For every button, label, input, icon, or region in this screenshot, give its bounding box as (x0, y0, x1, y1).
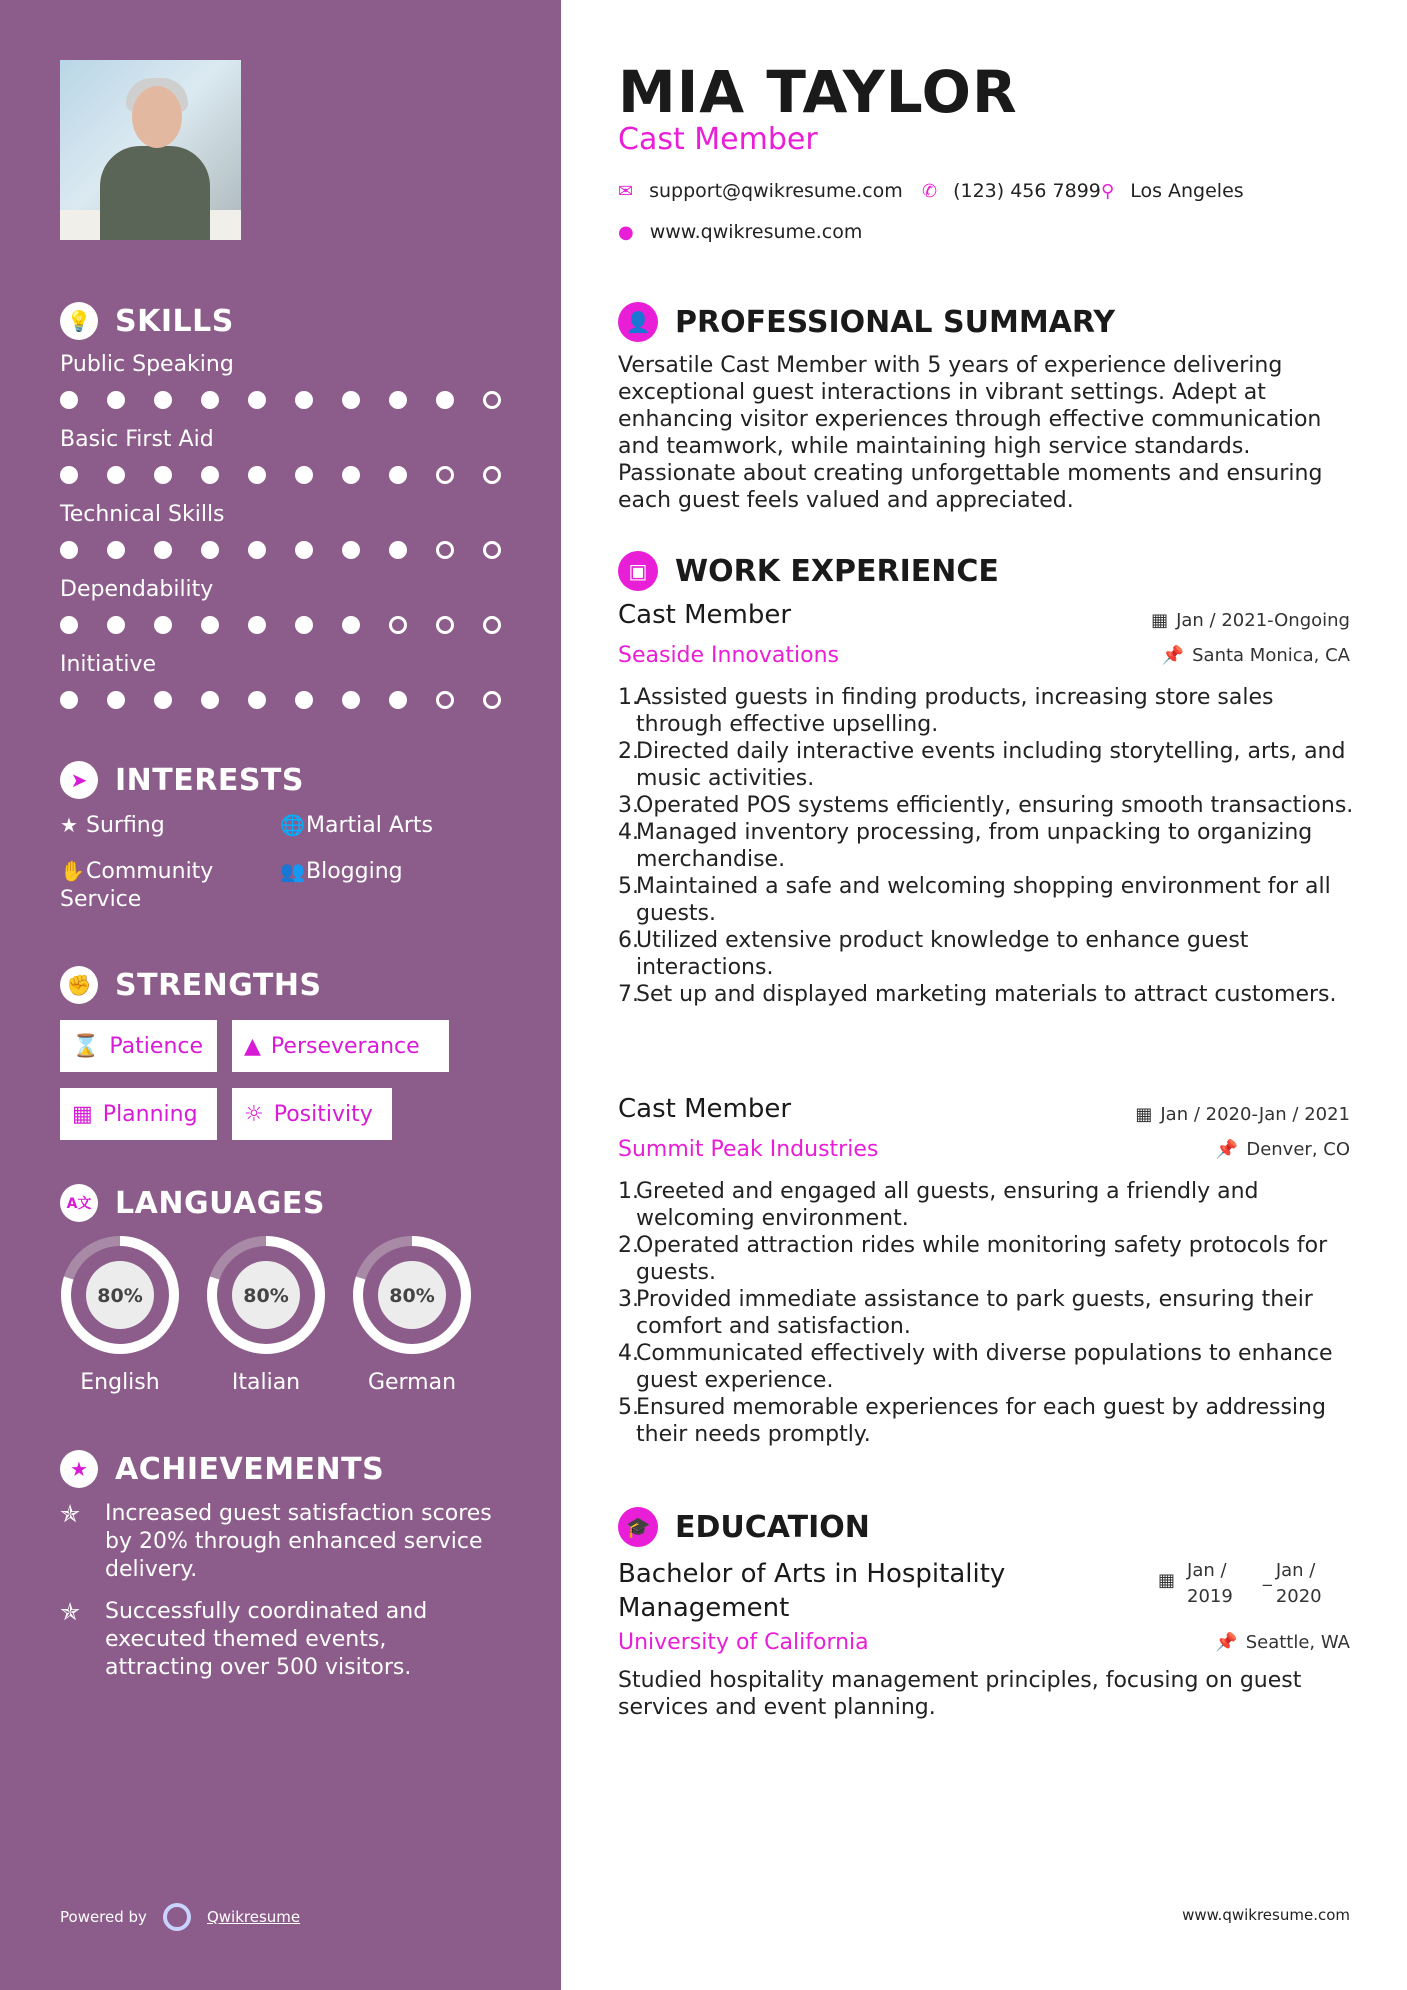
rating-dot-filled (107, 691, 125, 709)
list-item: 3. Operated POS systems efficiently, ensuring smooth transactions. (618, 793, 1354, 818)
powered-by: Powered by Qwikresume (60, 1903, 300, 1931)
lightbulb-icon: 💡 (60, 302, 98, 340)
graduation-cap-icon: 🎓 (618, 1507, 658, 1547)
rating-dot-filled (201, 616, 219, 634)
job-bullets (618, 684, 1358, 1008)
list-item: 4. Managed inventory processing, from unpacking to organizing merchandise. (618, 820, 1313, 872)
rating-dot-filled (248, 541, 266, 559)
strengths-title: STRENGTHS (115, 967, 322, 1003)
rating-dot-empty (483, 691, 501, 709)
qwikresume-logo-icon (163, 1903, 191, 1931)
rating-dot-filled (389, 466, 407, 484)
fist-icon: ✊ (60, 966, 98, 1004)
achievements-header (60, 1450, 384, 1488)
skills-header (60, 302, 234, 340)
shooting-star-icon: ✯ (60, 1598, 81, 1626)
job-dates: ▦ Jan / 2021-Ongoing (1151, 610, 1350, 631)
rating-dot-filled (342, 616, 360, 634)
rating-dot-filled (107, 391, 125, 409)
skill-name: Technical Skills (60, 502, 225, 527)
pushpin-icon: 📌 (1215, 1139, 1239, 1160)
envelope-icon: ✉ (618, 180, 634, 202)
list-item: 4. Communicated effectively with diverse populations to enhance guest experience. (618, 1341, 1333, 1393)
skill-name: Public Speaking (60, 352, 234, 377)
star-icon: ★ (60, 813, 78, 837)
job-title: Cast Member (618, 600, 792, 630)
rating-dot-filled (60, 541, 78, 559)
rating-dot-filled (436, 391, 454, 409)
language-progress-ring (352, 1235, 472, 1355)
rating-dot-filled (342, 391, 360, 409)
rating-dot-filled (154, 391, 172, 409)
education-location: 📌 Seattle, WA (1215, 1632, 1350, 1653)
language-percent: 80% (243, 1285, 289, 1307)
languages-title: LANGUAGES (115, 1185, 325, 1221)
language-name: English (80, 1370, 160, 1395)
rating-dot-filled (295, 541, 313, 559)
rating-dot-filled (107, 466, 125, 484)
rating-dot-empty (389, 616, 407, 634)
job-company: Summit Peak Industries (618, 1137, 879, 1162)
shooting-star-icon: ✯ (60, 1500, 81, 1528)
users-icon: 👥 (280, 859, 305, 883)
rating-dot-filled (60, 616, 78, 634)
school-name: University of California (618, 1630, 869, 1655)
calendar-icon: ▦ (1135, 1104, 1153, 1125)
list-item: 2. Operated attraction rides while monitoring safety protocols for guests. (618, 1233, 1328, 1285)
job-title: Cast Member (618, 1094, 792, 1124)
summary-text: Versatile Cast Member with 5 years of experience delivering exceptional guest interactions in vibrant settings. Adept at enhancing visitor experiences through effective communication and teamwork, while maintaining high service standards. Passionate about creating unforgettable moments and ensuring each guest feels valued and appreciated. (618, 353, 1323, 513)
mountain-icon: ▲ (244, 1033, 261, 1059)
rating-dot-filled (154, 616, 172, 634)
rating-dot-filled (60, 466, 78, 484)
rating-dot-filled (342, 466, 360, 484)
rating-dot-filled (295, 391, 313, 409)
globe-icon: ● (618, 221, 634, 243)
interest-item: ★ Surfing (60, 813, 165, 838)
job-location: 📌 Santa Monica, CA (1161, 645, 1350, 666)
education-description: Studied hospitality management principles, focusing on guest services and event planning. (618, 1668, 1302, 1720)
calendar-icon: ▦ (1151, 610, 1169, 631)
list-item: 6. Utilized extensive product knowledge to enhance guest interactions. (618, 928, 1249, 980)
strength-badge: ⌛ Patience (60, 1020, 217, 1072)
rating-dot-filled (389, 391, 407, 409)
experience-header (618, 551, 999, 591)
pushpin-icon: 📌 (1161, 645, 1185, 666)
skill-rating (60, 391, 500, 411)
hand-icon: ✋ (60, 859, 85, 883)
rating-dot-filled (248, 466, 266, 484)
sun-icon: ☼ (244, 1101, 264, 1127)
rating-dot-empty (483, 466, 501, 484)
calendar-icon: ▦ (72, 1101, 93, 1127)
candidate-name: MIA TAYLOR (618, 58, 1018, 126)
contact-email[interactable]: ✉ support@qwikresume.com (618, 180, 903, 202)
skill-rating (60, 541, 500, 561)
paper-plane-icon: ➤ (60, 761, 98, 799)
footer-url[interactable]: www.qwikresume.com (1182, 1906, 1350, 1924)
interest-item: 👥Blogging (280, 859, 403, 884)
rating-dot-empty (436, 691, 454, 709)
experience-title: WORK EXPERIENCE (675, 553, 999, 589)
list-item: 5. Ensured memorable experiences for each guest by addressing their needs promptly. (618, 1395, 1326, 1447)
rating-dot-filled (295, 691, 313, 709)
rating-dot-empty (483, 541, 501, 559)
rating-dot-filled (201, 391, 219, 409)
job-company: Seaside Innovations (618, 643, 839, 668)
rating-dot-empty (483, 616, 501, 634)
strength-badge: ▦ Planning (60, 1088, 217, 1140)
skill-name: Dependability (60, 577, 214, 602)
languages-header (60, 1184, 325, 1222)
rating-dot-filled (248, 691, 266, 709)
brand-link[interactable]: Qwikresume (206, 1908, 301, 1926)
candidate-role: Cast Member (618, 122, 818, 157)
rating-dot-filled (389, 691, 407, 709)
interest-item: 🌐Martial Arts (280, 813, 434, 838)
phone-icon: ✆ (922, 180, 938, 202)
user-icon: 👤 (618, 302, 658, 342)
skill-name: Initiative (60, 652, 157, 677)
rating-dot-filled (248, 391, 266, 409)
summary-header (618, 302, 1115, 342)
strength-badge: ☼ Positivity (232, 1088, 392, 1140)
rating-dot-filled (295, 466, 313, 484)
strengths-header (60, 966, 322, 1004)
job-location: 📌 Denver, CO (1215, 1139, 1350, 1160)
rating-dot-empty (436, 466, 454, 484)
rating-dot-filled (201, 691, 219, 709)
language-name: Italian (231, 1370, 301, 1395)
language-percent: 80% (389, 1285, 435, 1307)
degree-title: Bachelor of Arts in Hospitality Management (618, 1559, 1006, 1623)
rating-dot-empty (436, 616, 454, 634)
contact-phone[interactable]: ✆ (123) 456 7899 (922, 180, 1101, 202)
skill-rating (60, 466, 500, 486)
achievement-item: ✯ Increased guest satisfaction scores by 20% through enhanced service delivery. (60, 1500, 492, 1582)
contact-website[interactable]: ● www.qwikresume.com (618, 221, 863, 243)
language-icon: A文 (60, 1184, 98, 1222)
list-item: 1. Greeted and engaged all guests, ensuring a friendly and welcoming environment. (618, 1179, 1259, 1231)
rating-dot-filled (248, 616, 266, 634)
language-progress-ring (60, 1235, 180, 1355)
skill-rating (60, 616, 500, 636)
list-item: 1. Assisted guests in finding products, increasing store sales through effective upselling. (618, 685, 1274, 737)
skills-title: SKILLS (115, 303, 234, 339)
achievements-title: ACHIEVEMENTS (115, 1451, 385, 1487)
education-title: EDUCATION (675, 1509, 870, 1545)
language-progress-ring (206, 1235, 326, 1355)
profile-photo (60, 60, 241, 240)
skill-name: Basic First Aid (60, 427, 214, 452)
rating-dot-filled (154, 691, 172, 709)
rating-dot-filled (295, 616, 313, 634)
language-percent: 80% (97, 1285, 143, 1307)
education-dates: ▦ Jan / 2019 _ Jan / 2020 (1158, 1558, 1322, 1610)
language-name: German (367, 1370, 457, 1395)
list-item: 2. Directed daily interactive events including storytelling, arts, and music activities. (618, 739, 1346, 791)
achievement-item: ✯ Successfully coordinated and executed themed events, attracting over 500 visitors. (60, 1598, 428, 1680)
rating-dot-filled (342, 541, 360, 559)
interests-header (60, 761, 304, 799)
rating-dot-filled (154, 541, 172, 559)
rating-dot-filled (342, 691, 360, 709)
job-dates: ▦ Jan / 2020-Jan / 2021 (1135, 1104, 1350, 1125)
summary-title: PROFESSIONAL SUMMARY (675, 304, 1116, 340)
rating-dot-filled (201, 541, 219, 559)
rating-dot-filled (201, 466, 219, 484)
rating-dot-empty (483, 391, 501, 409)
rating-dot-filled (107, 541, 125, 559)
rating-dot-filled (154, 466, 172, 484)
star-badge-icon: ★ (60, 1450, 98, 1488)
list-item: 7. Set up and displayed marketing materials to attract customers. (618, 982, 1337, 1007)
calendar-icon: ▦ (1158, 1570, 1176, 1591)
main-content (561, 0, 1407, 1990)
list-item: 5. Maintained a safe and welcoming shopping environment for all guests. (618, 874, 1331, 926)
rating-dot-empty (436, 541, 454, 559)
strength-badge: ▲ Perseverance (232, 1020, 449, 1072)
pushpin-icon: 📌 (1215, 1632, 1238, 1653)
job-bullets (618, 1178, 1358, 1448)
interest-item: ✋Community Service (60, 859, 214, 912)
rating-dot-filled (389, 541, 407, 559)
rating-dot-filled (60, 391, 78, 409)
rating-dot-filled (60, 691, 78, 709)
interests-title: INTERESTS (115, 762, 304, 798)
rating-dot-filled (107, 616, 125, 634)
hourglass-icon: ⌛ (72, 1033, 100, 1059)
skill-rating (60, 691, 500, 711)
education-header (618, 1507, 870, 1547)
sidebar (0, 0, 561, 1990)
globe-icon: 🌐 (280, 813, 305, 837)
list-item: 3. Provided immediate assistance to park guests, ensuring their comfort and satisfaction. (618, 1287, 1313, 1339)
contact-location: ⚲ Los Angeles (1101, 180, 1244, 202)
map-pin-icon: ⚲ (1101, 180, 1115, 202)
briefcase-icon: ▣ (618, 551, 658, 591)
